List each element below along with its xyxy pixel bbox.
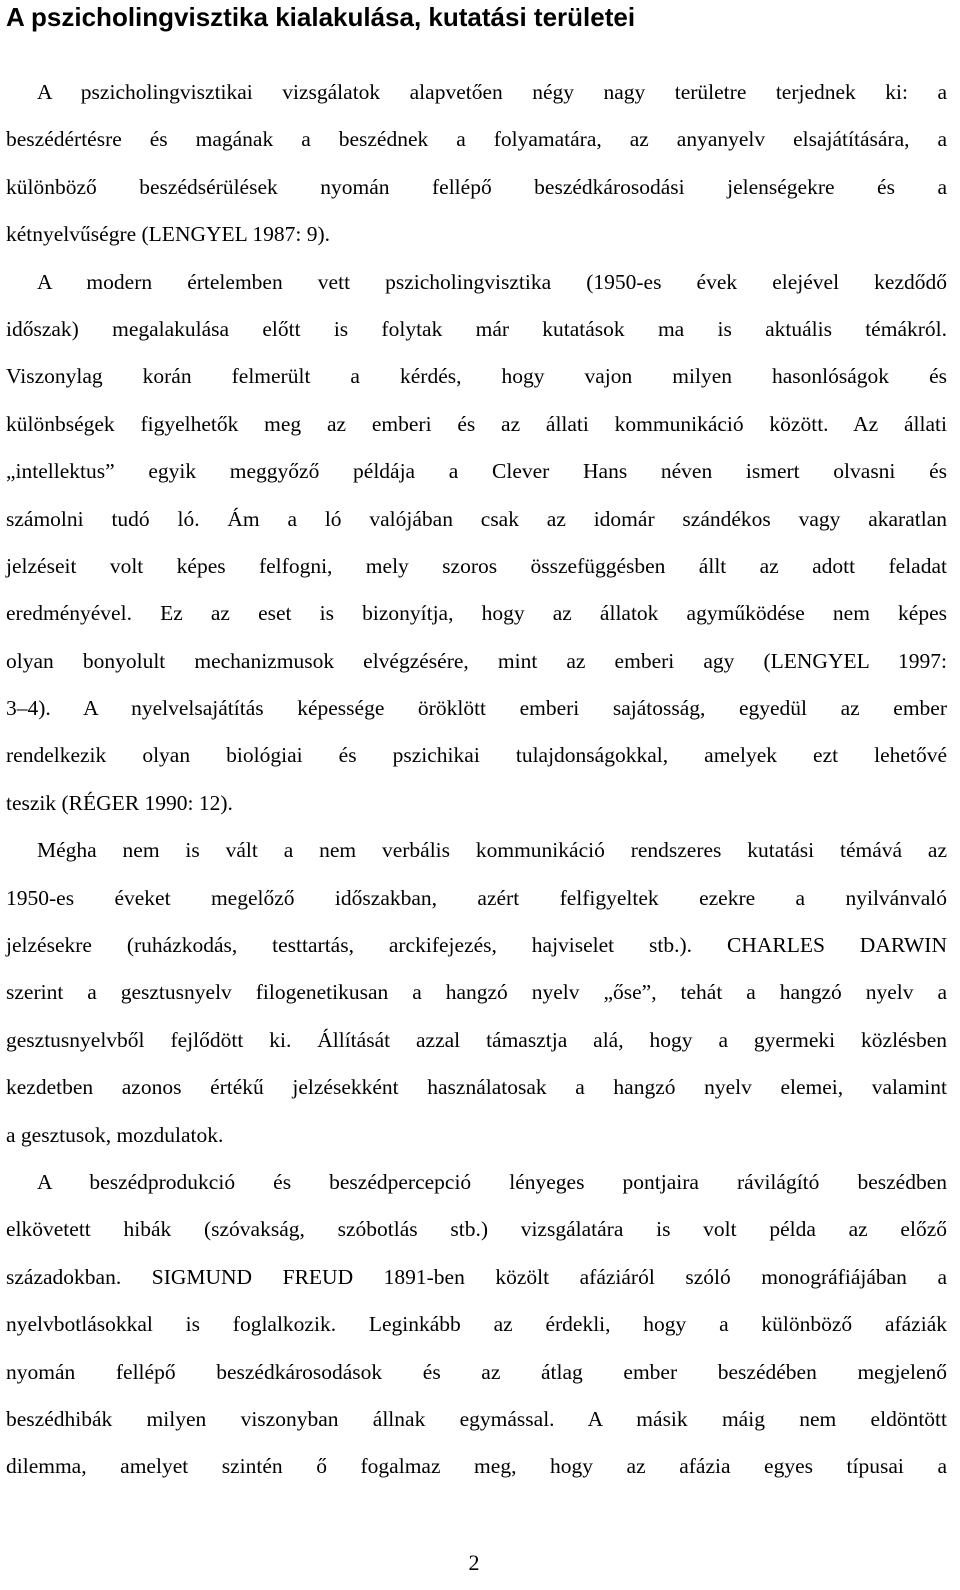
text-line: beszédhibák milyen viszonyban állnak egymással. A másik máig nem eldöntött bbox=[6, 1406, 947, 1431]
text-line: századokban. SIGMUND FREUD 1891-ben közölt afáziáról szóló monográfiájában a bbox=[6, 1264, 947, 1289]
text-line: elkövetett hibák (szóvakság, szóbotlás stb.) vizsgálatára is volt példa az előző bbox=[6, 1217, 947, 1242]
text-line: különbségek figyelhetők meg az emberi és az állati kommunikáció között. Az állati bbox=[6, 411, 947, 436]
text-line: rendelkezik olyan biológiai és pszichikai tulajdonságokkal, amelyek ezt lehetővé bbox=[6, 743, 947, 768]
text-line: nyomán fellépő beszédkárosodások és az átlag ember beszédében megjelenő bbox=[6, 1359, 947, 1384]
text-line: dilemma, amelyet szintén ő fogalmaz meg, hogy az afázia egyes típusai a bbox=[6, 1454, 947, 1479]
text-line: A modern értelemben vett pszicholingvisztika (1950-es évek elejével kezdődő bbox=[37, 269, 947, 294]
text-line: olyan bonyolult mechanizmusok elvégzésére, mint az emberi agy (LENGYEL 1997: bbox=[6, 648, 947, 673]
text-line: jelzésekre (ruházkodás, testtartás, arckifejezés, hajviselet stb.). CHARLES DARWIN bbox=[6, 933, 947, 958]
text-line: A beszédprodukció és beszédpercepció lényeges pontjaira rávilágító beszédben bbox=[37, 1169, 947, 1194]
text-line: számolni tudó ló. Ám a ló valójában csak az idomár szándékos vagy akaratlan bbox=[6, 506, 947, 531]
page-number: 2 bbox=[468, 1550, 480, 1575]
text-line: „intellektus” egyik meggyőző példája a Clever Hans néven ismert olvasni és bbox=[6, 459, 947, 484]
text-line: különböző beszédsérülések nyomán fellépő beszédkárosodási jelenségekre és a bbox=[6, 174, 947, 199]
page-title: A pszicholingvisztika kialakulása, kutatási területei bbox=[6, 2, 636, 32]
text-line: kezdetben azonos értékű jelzésekként használatosak a hangzó nyelv elemei, valamint bbox=[6, 1075, 947, 1100]
text-line: 1950-es éveket megelőző időszakban, azért felfigyeltek ezekre a nyilvánvaló bbox=[6, 885, 947, 910]
text-line: nyelvbotlásokkal is foglalkozik. Leginkább az érdekli, hogy a különböző afáziák bbox=[6, 1312, 947, 1337]
text-line: Mégha nem is vált a nem verbális kommunikáció rendszeres kutatási témává az bbox=[37, 838, 947, 863]
text-line: gesztusnyelvből fejlődött ki. Állítását azzal támasztja alá, hogy a gyermeki közlésben bbox=[6, 1027, 947, 1052]
text-line: eredményével. Ez az eset is bizonyítja, hogy az állatok agyműködése nem képes bbox=[6, 601, 947, 626]
text-line: Viszonylag korán felmerült a kérdés, hogy vajon milyen hasonlóságok és bbox=[6, 364, 947, 389]
document-body bbox=[6, 69, 947, 1491]
text-line: kétnyelvűségre (LENGYEL 1987: 9). bbox=[6, 222, 331, 247]
text-line: szerint a gesztusnyelv filogenetikusan a hangzó nyelv „őse”, tehát a hangzó nyelv a bbox=[6, 980, 947, 1005]
text-line: beszédértésre és magának a beszédnek a folyamatára, az anyanyelv elsajátítására, a bbox=[6, 127, 947, 152]
text-line: A pszicholingvisztikai vizsgálatok alapvetően négy nagy területre terjednek ki: a bbox=[37, 80, 947, 104]
text-line: a gesztusok, mozdulatok. bbox=[6, 1122, 224, 1147]
text-line: időszak) megalakulása előtt is folytak már kutatások ma is aktuális témákról. bbox=[6, 316, 947, 341]
text-line: teszik (RÉGER 1990: 12). bbox=[6, 790, 233, 815]
text-line: jelzéseit volt képes felfogni, mely szoros összefüggésben állt az adott feladat bbox=[6, 553, 947, 578]
text-line: 3–4). A nyelvelsajátítás képessége öröklött emberi sajátosság, egyedül az ember bbox=[6, 696, 947, 721]
